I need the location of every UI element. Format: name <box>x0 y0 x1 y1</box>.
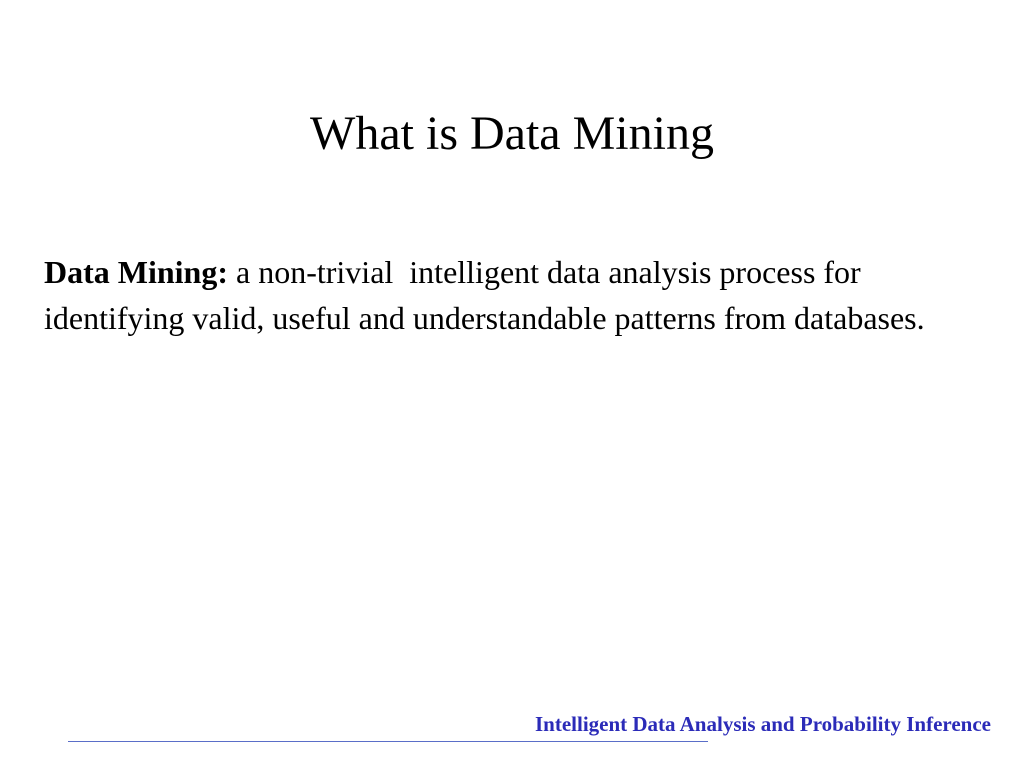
definition-text: a non-trivial intelligent data analysis process for identifying valid, useful and understandable patterns from databases. <box>44 254 925 336</box>
slide-title: What is Data Mining <box>310 107 714 160</box>
definition-term: Data Mining: <box>44 254 228 290</box>
definition-paragraph <box>44 249 964 341</box>
footer-divider <box>68 741 708 742</box>
footer-caption: Intelligent Data Analysis and Probability Inference <box>534 712 991 736</box>
